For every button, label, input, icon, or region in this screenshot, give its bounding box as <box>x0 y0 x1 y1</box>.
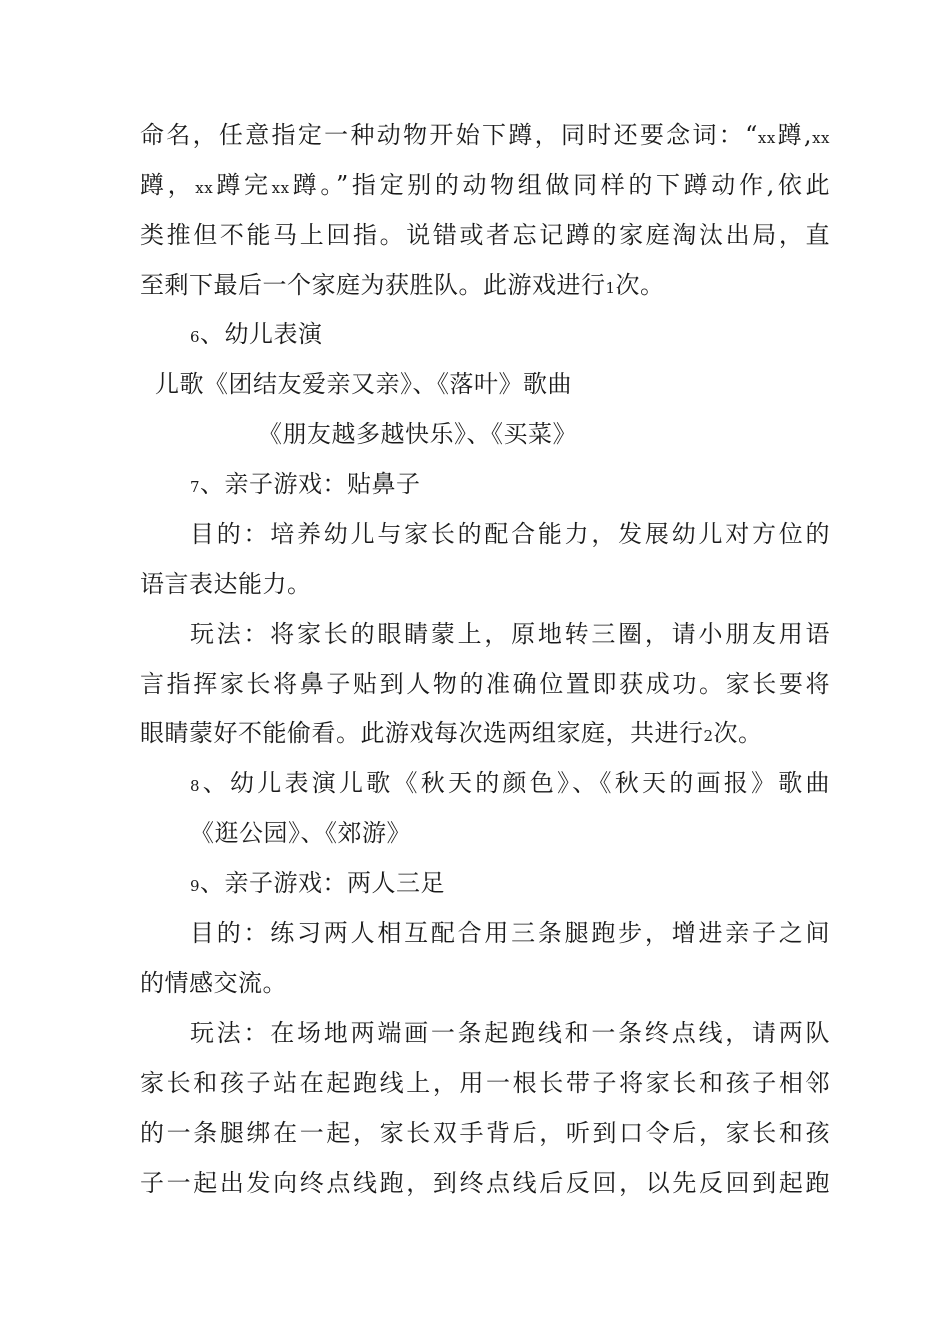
text-line: 目的：培养幼儿与家长的配合能力，发展幼儿对方位的 <box>190 520 830 548</box>
text-line: 至剩下最后一个家庭为获胜队。此游戏进行1次。 <box>140 271 665 299</box>
text-line: 子一起出发向终点线跑，到终点线后反回，以先反回到起跑 <box>140 1169 830 1197</box>
text-line: 的一条腿绑在一起，家长双手背后，听到口令后，家长和孩 <box>140 1119 830 1147</box>
section-heading: 8、幼儿表演儿歌《秋天的颜色》、《秋天的画报》歌曲 <box>190 769 830 797</box>
text-line: 命名，任意指定一种动物开始下蹲，同时还要念词：“xx蹲,xx <box>140 121 830 149</box>
text-line: 眼睛蒙好不能偷看。此游戏每次选两组家庭，共进行2次。 <box>140 719 763 747</box>
text-line: 蹲，xx蹲完xx蹲。”指定别的动物组做同样的下蹲动作,依此 <box>140 171 831 199</box>
section-heading: 6、幼儿表演 <box>190 320 323 348</box>
text-line: 儿歌《团结友爱亲又亲》、《落叶》歌曲 <box>155 370 572 398</box>
text-line: 家长和孩子站在起跑线上，用一根长带子将家长和孩子相邻 <box>140 1069 830 1097</box>
text-line: 目的：练习两人相互配合用三条腿跑步，增进亲子之间 <box>190 919 830 947</box>
text-line: 玩法：将家长的眼睛蒙上，原地转三圈，请小朋友用语 <box>190 620 830 648</box>
text-line: 玩法：在场地两端画一条起跑线和一条终点线，请两队 <box>190 1019 830 1047</box>
text-line: 语言表达能力。 <box>140 570 312 598</box>
section-heading: 9、亲子游戏：两人三足 <box>190 869 446 897</box>
text-line: 《逛公园》、《郊游》 <box>190 819 411 847</box>
section-heading: 7、亲子游戏：贴鼻子 <box>190 470 421 498</box>
text-line: 的情感交流。 <box>140 969 287 997</box>
text-line: 《朋友越多越快乐》、《买菜》 <box>258 420 577 448</box>
text-line: 类推但不能马上回指。说错或者忘记蹲的家庭淘汰出局，直 <box>140 221 830 249</box>
text-line: 言指挥家长将鼻子贴到人物的准确位置即获成功。家长要将 <box>140 670 830 698</box>
